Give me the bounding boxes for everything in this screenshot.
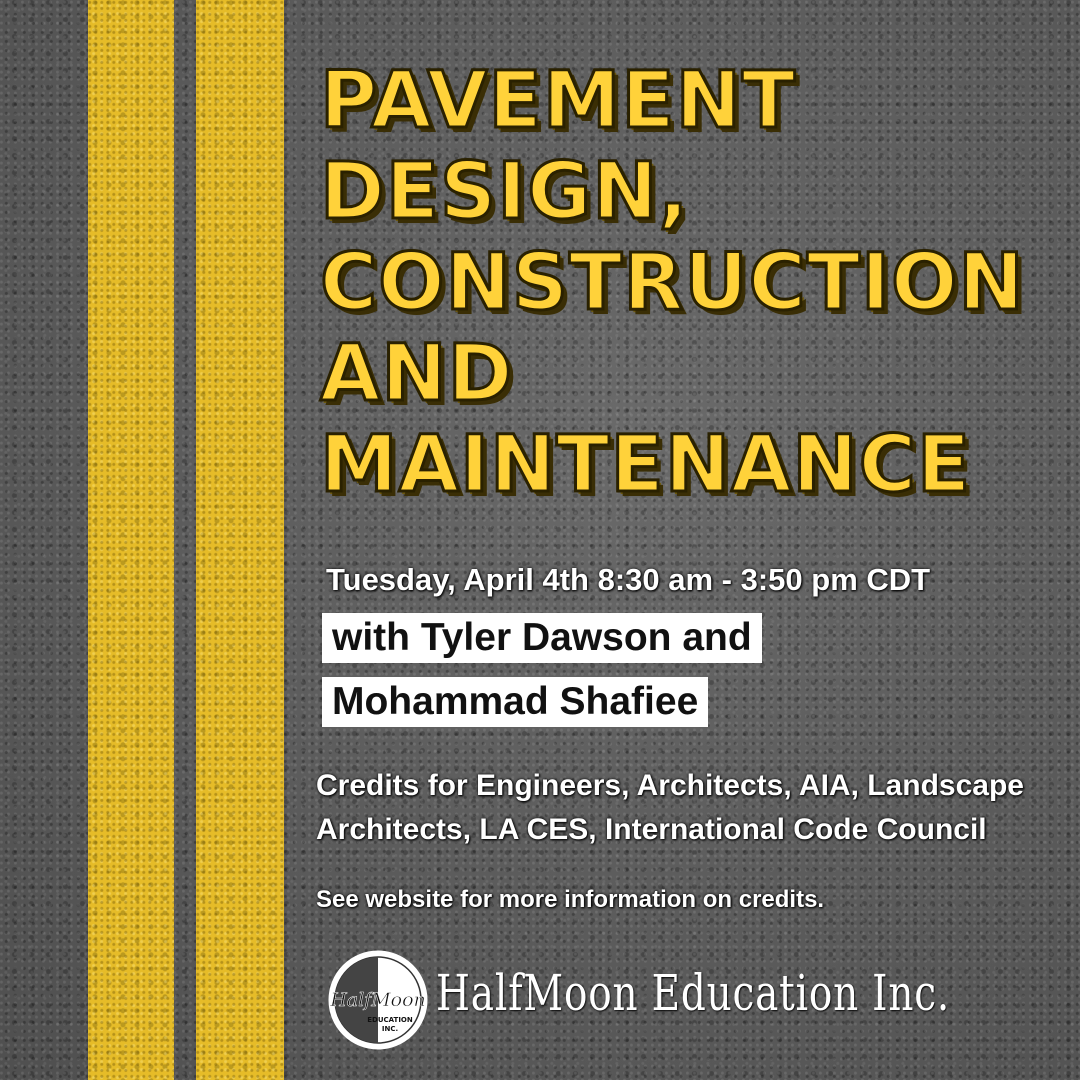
logo-mark-sub2: INC. bbox=[381, 1025, 399, 1033]
speakers-line-1: with Tyler Dawson and bbox=[322, 613, 762, 663]
credits-line-2: Architects, LA CES, International Code Council bbox=[316, 813, 987, 846]
road-stripe-left bbox=[88, 0, 174, 1080]
event-title bbox=[320, 56, 1060, 511]
title-line: AND bbox=[320, 329, 514, 419]
speakers-line-2: Mohammad Shafiee bbox=[322, 677, 708, 727]
credits-note: See website for more information on credits. bbox=[316, 886, 825, 913]
halfmoon-logo-icon bbox=[326, 948, 430, 1052]
title-line: MAINTENANCE bbox=[320, 420, 972, 510]
event-date: Tuesday, April 4th 8:30 am - 3:50 pm CDT bbox=[326, 562, 931, 597]
credits-info bbox=[316, 764, 1056, 852]
credits-line-1: Credits for Engineers, Architects, AIA, Landscape bbox=[316, 769, 1024, 802]
title-line: DESIGN, bbox=[320, 147, 690, 237]
road-stripe-right bbox=[196, 0, 284, 1080]
title-line: PAVEMENT bbox=[320, 56, 797, 146]
logo-mark-sub1: EDUCATION bbox=[367, 1016, 413, 1024]
logo-mark-text: HalfMoon bbox=[330, 989, 426, 1011]
title-line: CONSTRUCTION bbox=[320, 238, 1025, 328]
logo-wordmark: HalfMoon Education Inc. bbox=[436, 964, 951, 1022]
